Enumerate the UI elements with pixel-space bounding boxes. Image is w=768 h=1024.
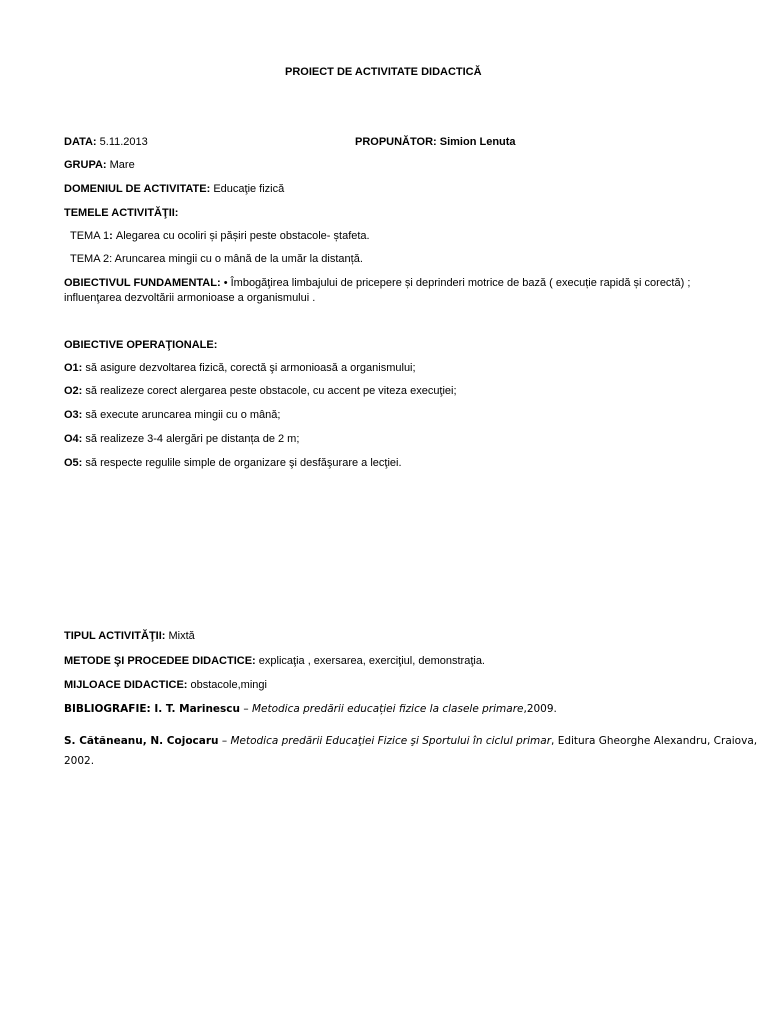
propunator-line xyxy=(355,136,516,149)
obiectiv-fundamental-line1: OBIECTIVUL FUNDAMENTAL: • Îmbogăţirea limbajului de pricepere și deprinderi motrice de bază ( execuție rapidă și corectă) ; xyxy=(64,277,691,289)
metode-value: explicaţia , exersarea, exerciţiul, demonstraţia. xyxy=(255,655,485,667)
data-line xyxy=(64,136,148,149)
tipul-value: Mixtă xyxy=(165,630,195,642)
domeniu-label: DOMENIUL DE ACTIVITATE: xyxy=(64,183,211,195)
data-value: 5.11.2013 xyxy=(96,136,148,148)
bibliografie-label: BIBLIOGRAFIE: xyxy=(64,703,151,715)
propunator-value: Simion Lenuta xyxy=(436,136,516,148)
objective-o4: O4: să realizeze 3-4 alergări pe distanța de 2 m; xyxy=(64,433,300,445)
obiectiv-fundamental-label: OBIECTIVUL FUNDAMENTAL: xyxy=(64,277,221,289)
tema-1-label: TEMA 1 xyxy=(70,230,110,242)
bibliografie-title-1: Metodica predării educației fizice la clasele primare xyxy=(251,703,524,715)
data-label: DATA: xyxy=(64,136,97,148)
grupa-line xyxy=(64,159,135,172)
tema-1-value: Alegarea cu ocoliri și pășiri peste obstacole- ștafeta. xyxy=(115,230,370,242)
objective-o5: O5: să respecte regulile simple de organizare şi desfăşurare a lecţiei. xyxy=(64,457,402,469)
mijloace-label: MIJLOACE DIDACTICE: xyxy=(64,679,188,691)
objective-o3: O3: să execute aruncarea mingii cu o mână; xyxy=(64,409,281,421)
domeniu-value: Educaţie fizică xyxy=(210,183,285,195)
metode-line xyxy=(64,655,485,668)
grupa-label: GRUPA: xyxy=(64,159,107,171)
bibliografie-line: BIBLIOGRAFIE: I. T. Marinescu – Metodica predării educației fizice la clasele primare,2009. xyxy=(64,703,557,715)
metode-label: METODE ŞI PROCEDEE DIDACTICE: xyxy=(64,655,256,667)
document-title: PROIECT DE ACTIVITATE DIDACTICĂ xyxy=(285,66,482,78)
tipul-label: TIPUL ACTIVITĂŢII: xyxy=(64,630,166,642)
domeniu-line xyxy=(64,183,284,196)
grupa-value: Mare xyxy=(106,159,135,171)
bibliografie-author-1: I. T. Marinescu xyxy=(150,703,240,715)
bibliografie-author-2: S. Cătăneanu, N. Cojocaru xyxy=(64,735,219,747)
bibliografie-entry-2-year: 2002. xyxy=(64,755,95,767)
mijloace-line xyxy=(64,679,267,692)
tema-1-line: TEMA 1: Alegarea cu ocoliri și pășiri peste obstacole- ștafeta. xyxy=(70,230,370,242)
tema-2-line xyxy=(70,253,363,266)
obiectiv-fundamental-line2: influenţarea dezvoltării armonioase a organismului . xyxy=(64,292,316,304)
bibliografie-entry-2: S. Cătăneanu, N. Cojocaru – Metodica predării Educaţiei Fizice şi Sportului în ciclul primar, Editura Gheorghe Alexandru, Craiova, xyxy=(64,735,758,747)
objective-o1: O1: să asigure dezvoltarea fizică, corectă şi armonioasă a organismului; xyxy=(64,362,416,374)
tipul-line xyxy=(64,630,195,643)
propunator-label: PROPUNĂTOR: xyxy=(355,136,437,148)
tema-2-value: Aruncarea mingii cu o mână de la umăr la distanță. xyxy=(112,253,363,265)
teme-heading: TEMELE ACTIVITĂŢII: xyxy=(64,207,179,219)
bibliografie-title-2: Metodica predării Educaţiei Fizice şi Sportului în ciclul primar xyxy=(230,735,552,747)
objective-o2: O2: să realizeze corect alergarea peste obstacole, cu accent pe viteza execuţiei; xyxy=(64,385,457,397)
obiective-operationale-heading: OBIECTIVE OPERAŢIONALE: xyxy=(64,339,218,351)
tema-2-label: TEMA 2: xyxy=(70,253,113,265)
mijloace-value: obstacole,mingi xyxy=(187,679,267,691)
